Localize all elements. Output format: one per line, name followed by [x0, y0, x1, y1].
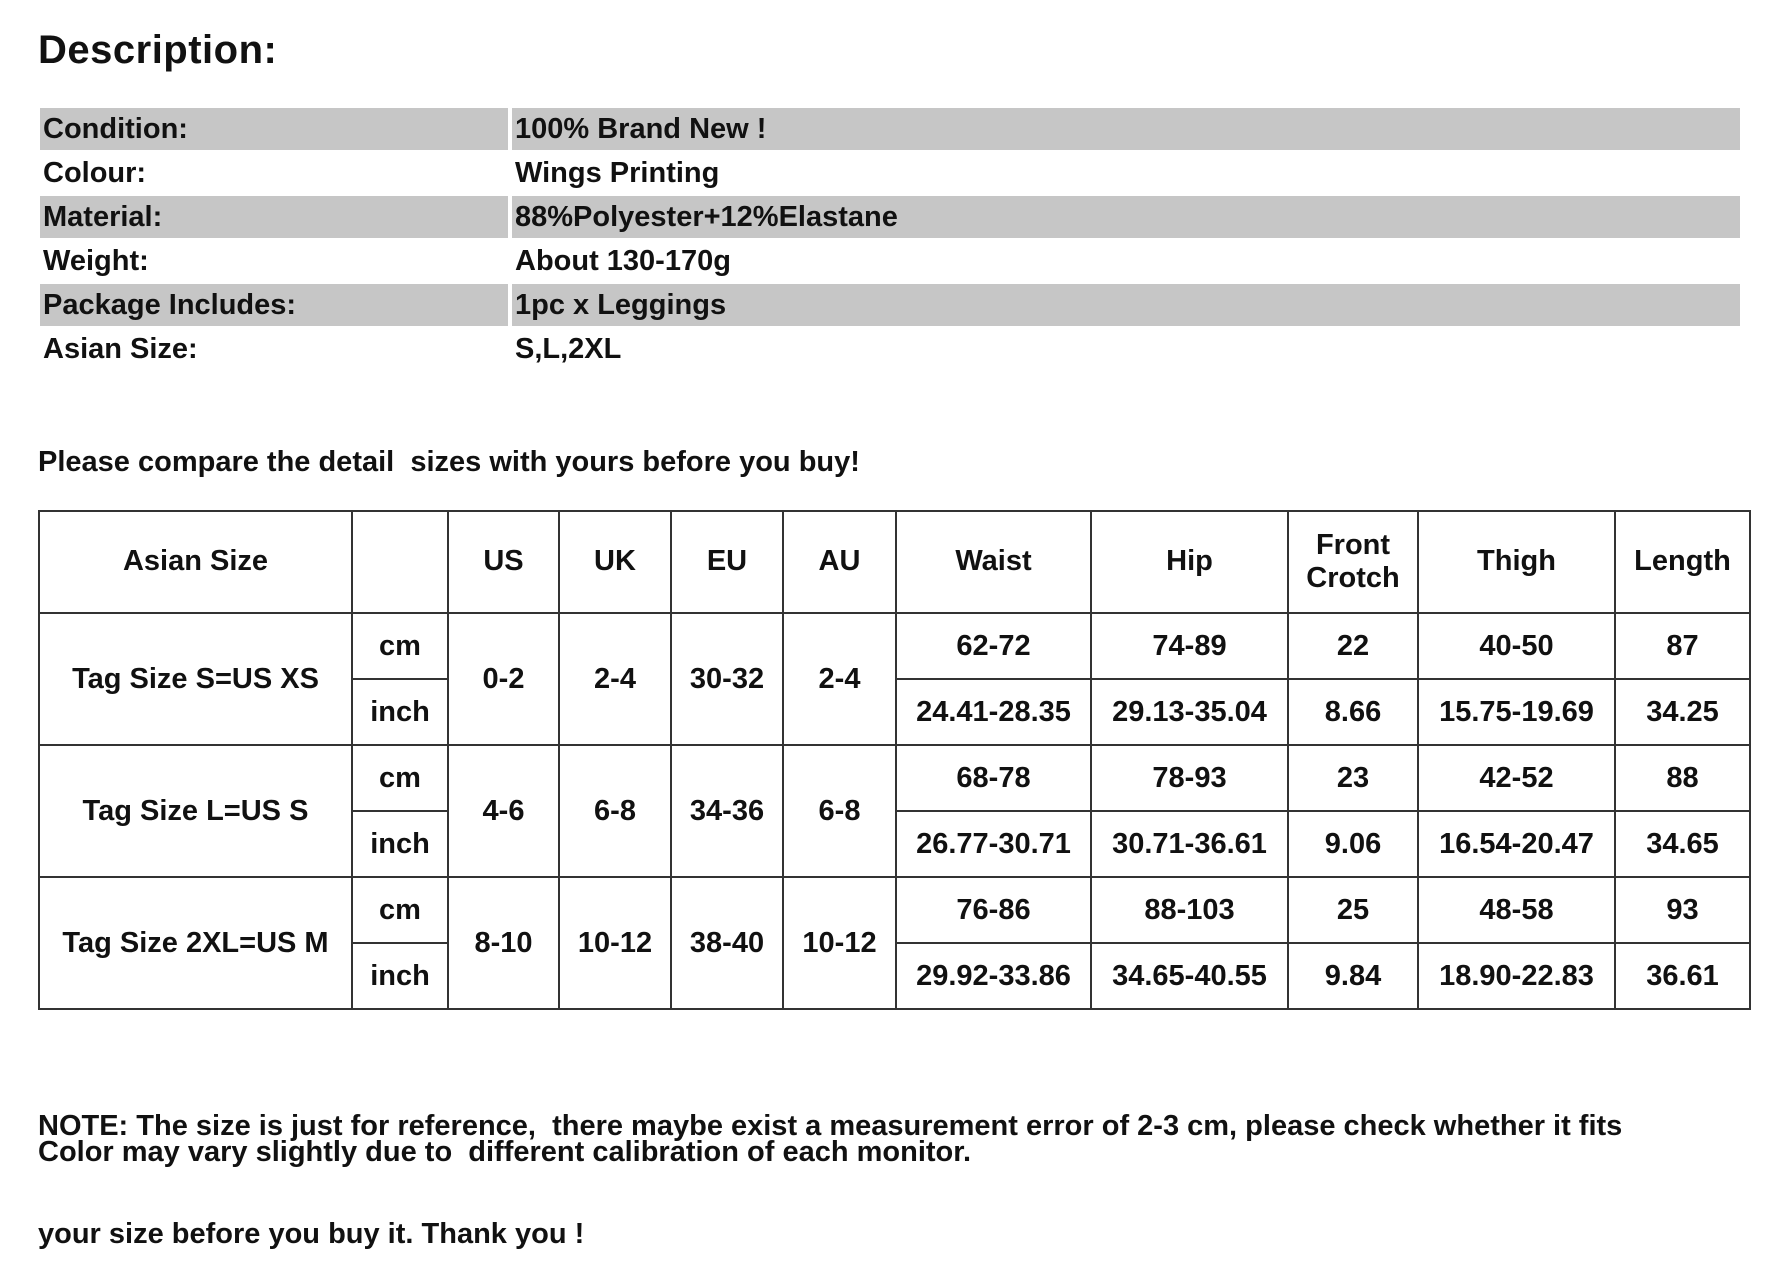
thigh-value: 42-52	[1418, 745, 1615, 811]
unit-label: cm	[352, 877, 448, 943]
size-note-line: your size before you buy it. Thank you !	[38, 1218, 585, 1250]
description-value: S,L,2XL	[515, 332, 622, 365]
unit-label: cm	[352, 613, 448, 679]
description-row	[40, 151, 1740, 195]
description-table	[40, 106, 1740, 370]
length-value: 88	[1615, 745, 1750, 811]
color-variation-note: Color may vary slightly due to different calibration of each monitor.	[38, 1136, 971, 1168]
au-size: 2-4	[783, 613, 896, 745]
front-crotch-value: 9.06	[1288, 811, 1418, 877]
au-size: 10-12	[783, 877, 896, 1009]
unit-label: inch	[352, 943, 448, 1009]
waist-value: 62-72	[896, 613, 1091, 679]
description-label: Asian Size:	[40, 327, 510, 370]
eu-size: 38-40	[671, 877, 783, 1009]
length-value: 93	[1615, 877, 1750, 943]
thigh-value: 48-58	[1418, 877, 1615, 943]
header-length: Length	[1615, 511, 1750, 613]
hip-value: 29.13-35.04	[1091, 679, 1288, 745]
length-value: 36.61	[1615, 943, 1750, 1009]
thigh-value: 18.90-22.83	[1418, 943, 1615, 1009]
compare-sizes-instruction: Please compare the detail sizes with yours before you buy!	[38, 446, 860, 478]
hip-value: 74-89	[1091, 613, 1288, 679]
size-note-line: NOTE: The size is just for reference, there maybe exist a measurement error of 2-3 cm, please check whether it fits	[38, 1110, 1623, 1142]
us-size: 0-2	[448, 613, 559, 745]
length-value: 87	[1615, 613, 1750, 679]
uk-size: 10-12	[559, 877, 671, 1009]
hip-value: 78-93	[1091, 745, 1288, 811]
front-crotch-value: 25	[1288, 877, 1418, 943]
description-label: Colour:	[40, 151, 510, 195]
description-value: Wings Printing	[515, 156, 720, 189]
length-value: 34.25	[1615, 679, 1750, 745]
thigh-value: 40-50	[1418, 613, 1615, 679]
description-value: About 130-170g	[515, 244, 731, 277]
description-label: Weight:	[40, 239, 510, 283]
au-size: 6-8	[783, 745, 896, 877]
header-uk: UK	[559, 511, 671, 613]
us-size: 8-10	[448, 877, 559, 1009]
description-row	[40, 195, 1740, 239]
header-asian-size: Asian Size	[39, 511, 352, 613]
size-row-cm	[39, 877, 1750, 943]
size-label: Tag Size L=US S	[39, 745, 352, 877]
hip-value: 30.71-36.61	[1091, 811, 1288, 877]
header-thigh: Thigh	[1418, 511, 1615, 613]
unit-label: inch	[352, 679, 448, 745]
thigh-value: 15.75-19.69	[1418, 679, 1615, 745]
description-value: 88%Polyester+12%Elastane	[510, 195, 1740, 239]
size-row-cm	[39, 745, 1750, 811]
description-label: Condition:	[40, 107, 510, 151]
size-label: Tag Size S=US XS	[39, 613, 352, 745]
waist-value: 76-86	[896, 877, 1091, 943]
page-title: Description:	[38, 28, 278, 72]
hip-value: 34.65-40.55	[1091, 943, 1288, 1009]
header-au: AU	[783, 511, 896, 613]
description-label: Package Includes:	[40, 283, 510, 327]
eu-size: 30-32	[671, 613, 783, 745]
waist-value: 68-78	[896, 745, 1091, 811]
uk-size: 2-4	[559, 613, 671, 745]
eu-size: 34-36	[671, 745, 783, 877]
unit-label: cm	[352, 745, 448, 811]
size-chart-table	[38, 510, 1751, 1010]
header-unit	[352, 511, 448, 613]
header-us: US	[448, 511, 559, 613]
description-row	[40, 283, 1740, 327]
description-row	[40, 239, 1740, 283]
unit-label: inch	[352, 811, 448, 877]
header-front-crotch: Front Crotch	[1288, 511, 1418, 613]
waist-value: 26.77-30.71	[896, 811, 1091, 877]
header-eu: EU	[671, 511, 783, 613]
description-value: 1pc x Leggings	[510, 283, 1740, 327]
hip-value: 88-103	[1091, 877, 1288, 943]
us-size: 4-6	[448, 745, 559, 877]
front-crotch-value: 9.84	[1288, 943, 1418, 1009]
waist-value: 24.41-28.35	[896, 679, 1091, 745]
waist-value: 29.92-33.86	[896, 943, 1091, 1009]
front-crotch-value: 23	[1288, 745, 1418, 811]
description-label: Material:	[40, 195, 510, 239]
size-label: Tag Size 2XL=US M	[39, 877, 352, 1009]
size-chart-header-row	[39, 511, 1750, 613]
description-value: 100% Brand New !	[510, 107, 1740, 151]
description-row	[40, 107, 1740, 151]
header-hip: Hip	[1091, 511, 1288, 613]
size-row-cm	[39, 613, 1750, 679]
front-crotch-value: 8.66	[1288, 679, 1418, 745]
thigh-value: 16.54-20.47	[1418, 811, 1615, 877]
uk-size: 6-8	[559, 745, 671, 877]
description-row	[40, 327, 1740, 370]
front-crotch-value: 22	[1288, 613, 1418, 679]
length-value: 34.65	[1615, 811, 1750, 877]
header-waist: Waist	[896, 511, 1091, 613]
